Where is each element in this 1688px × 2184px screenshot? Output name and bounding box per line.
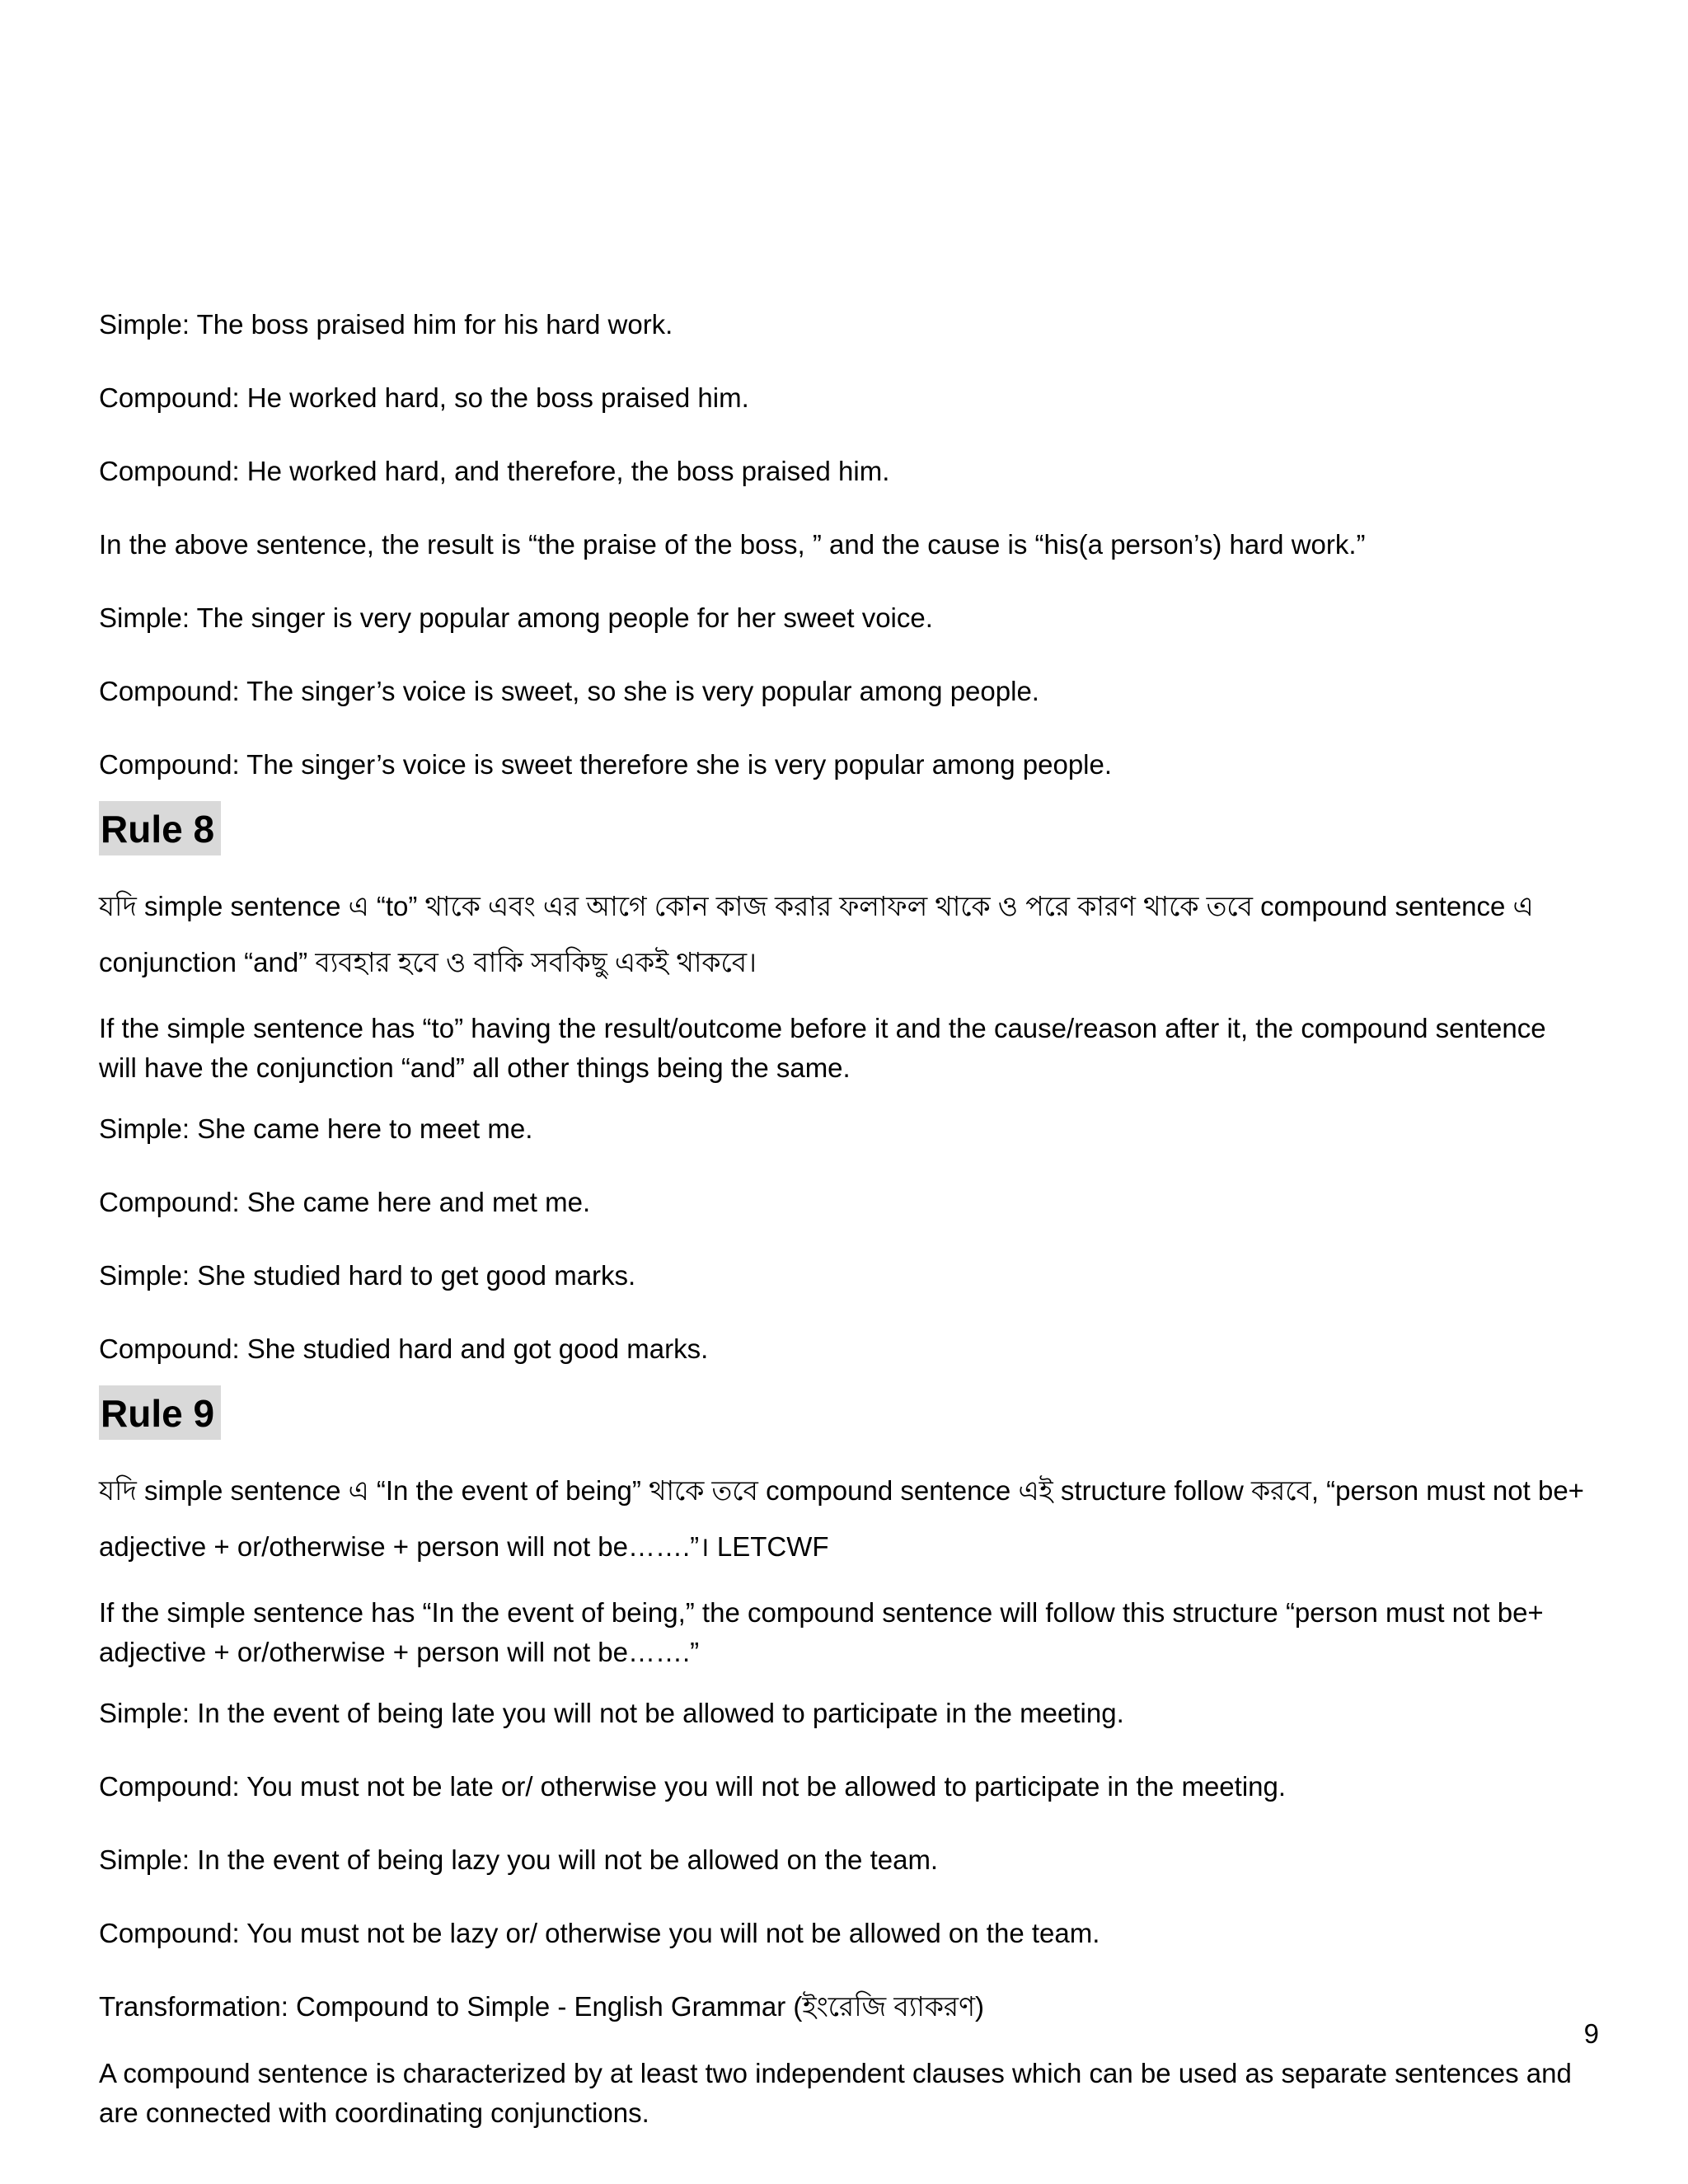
text-line: Simple: The boss praised him for his hard work. — [99, 309, 673, 340]
rule-8-english-text: If the simple sentence has “to” having the result/outcome before it and the cause/reason after it, the compound sentence will have the conjunction “and” all other things being the same. — [99, 1013, 1546, 1083]
rule-9-heading: Rule 9 — [99, 1385, 221, 1440]
rule-9-english-text: If the simple sentence has “In the event of being,” the compound sentence will follow this structure “person must not be+ adjective + or/otherwise + person will not be…….” — [99, 1597, 1544, 1667]
text-line: Compound: The singer’s voice is sweet, so she is very popular among people. — [99, 676, 1039, 706]
transformation-link[interactable]: Transformation: Compound to Simple - English Grammar (ইংরেজি ব্যাকরণ) — [99, 1991, 985, 2022]
text-line: Simple: The singer is very popular among people for her sweet voice. — [99, 602, 933, 633]
text-line: Compound: The singer’s voice is sweet therefore she is very popular among people. — [99, 749, 1113, 780]
page-content — [99, 305, 1591, 2154]
rule-8-bangla-text: যদি simple sentence এ “to” থাকে এবং এর আগে কোন কাজ করার ফলাফল থাকে ও পরে কারণ থাকে তবে compound sentence এ conjunction “and” ব্যবহার হবে ও বাকি সবকিছু একই থাকবে। — [99, 891, 1534, 977]
rule-8-heading: Rule 8 — [99, 801, 221, 855]
text-line: Compound: He worked hard, and therefore, the boss praised him. — [99, 456, 890, 486]
text-line: In the above sentence, the result is “the praise of the boss, ” and the cause is “his(a person’s) hard work.” — [99, 529, 1366, 560]
rule-9-bangla-text: যদি simple sentence এ “In the event of being” থাকে তবে compound sentence এই structure follow করবে, “person must not be+ adjective + or/otherwise + person will not be…….”। LETCWF — [99, 1475, 1584, 1562]
example-line: Compound: You must not be lazy or/ otherwise you will not be allowed on the team. — [99, 1918, 1100, 1948]
page-number: 9 — [1583, 2018, 1599, 2049]
text-line: Compound: He worked hard, so the boss praised him. — [99, 382, 749, 413]
example-line: Simple: She studied hard to get good marks. — [99, 1260, 636, 1291]
example-line: Simple: She came here to meet me. — [99, 1113, 533, 1144]
closing-paragraph: A compound sentence is characterized by at least two independent clauses which can be used as separate sentences and are connected with coordinating conjunctions. — [99, 2058, 1572, 2128]
example-line: Simple: In the event of being lazy you will not be allowed on the team. — [99, 1844, 939, 1875]
example-line: Simple: In the event of being late you will not be allowed to participate in the meeting. — [99, 1698, 1124, 1728]
example-line: Compound: She came here and met me. — [99, 1187, 591, 1217]
example-line: Compound: You must not be late or/ otherwise you will not be allowed to participate in the meeting. — [99, 1771, 1287, 1802]
example-line: Compound: She studied hard and got good marks. — [99, 1333, 709, 1364]
rule-8-heading-wrap — [99, 801, 1591, 870]
rule-9-heading-wrap — [99, 1385, 1591, 1455]
